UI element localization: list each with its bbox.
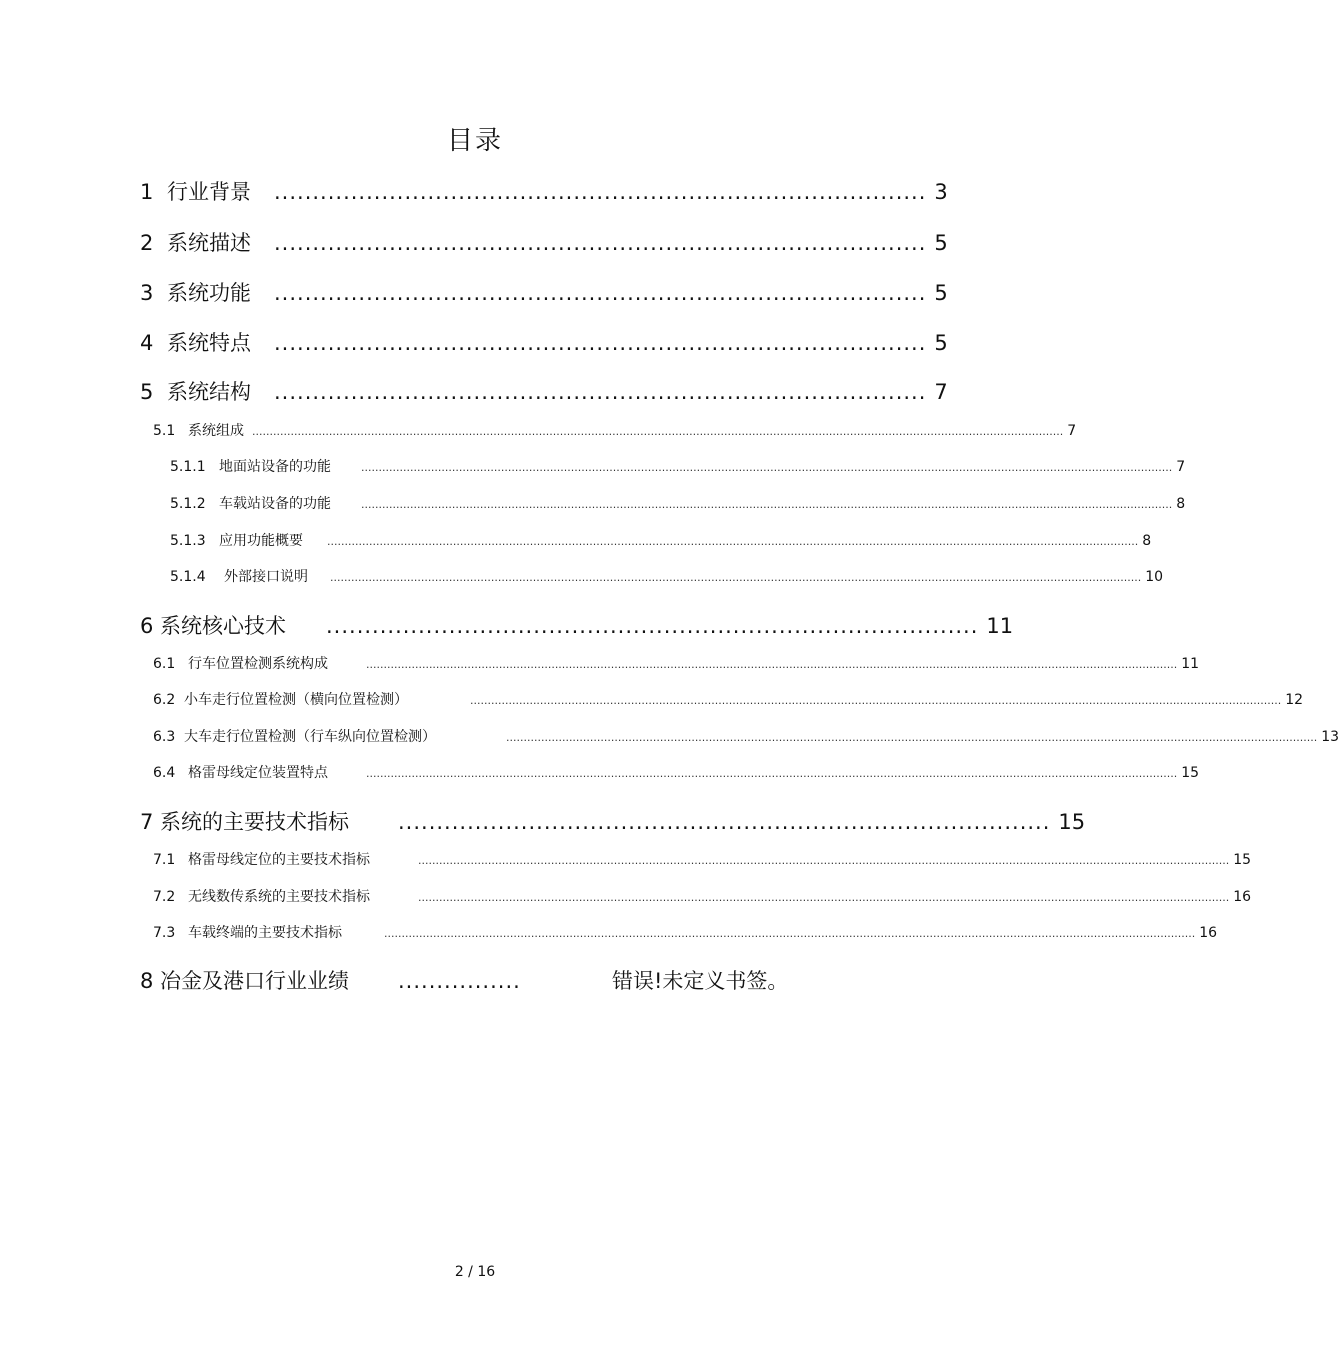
toc-entry[interactable]	[140, 277, 948, 305]
toc-leader-dots: ........................................................................................................................................................................................................................................	[361, 461, 1173, 474]
toc-entry-number: 4	[140, 331, 154, 355]
toc-entry-label: 外部接口说明	[224, 569, 308, 585]
toc-leader-dots: .....................................................................................	[274, 231, 927, 255]
toc-entry[interactable]	[153, 689, 1304, 709]
toc-entry-number: 5.1.2	[170, 496, 206, 512]
toc-entry[interactable]	[140, 806, 1086, 834]
toc-leader-dots: ........................................................................................................................................................................................................................................	[418, 891, 1230, 904]
toc-entry-page: 7	[1067, 423, 1077, 439]
toc-entry-number: 8	[140, 969, 154, 993]
toc-entry-label: 地面站设备的功能	[219, 459, 331, 475]
toc-entry-label: 冶金及港口行业业绩	[160, 969, 349, 993]
toc-entry-label: 系统特点	[167, 331, 251, 355]
toc-entry[interactable]	[153, 922, 1218, 942]
toc-leader-dots: ........................................................................................................................................................................................................................................	[252, 425, 1064, 438]
toc-entry-page: 16	[1233, 889, 1252, 905]
toc-entry-label: 小车走行位置检测（横向位置检测）	[184, 692, 408, 708]
toc-entry-label: 系统结构	[167, 380, 251, 404]
toc-leader-dots: ........................................................................................................................................................................................................................................	[506, 731, 1318, 744]
toc-entry-number: 6.1	[153, 656, 176, 672]
toc-entry[interactable]	[153, 762, 1200, 782]
toc-leader-dots: ........................................................................................................................................................................................................................................	[366, 658, 1178, 671]
toc-entry-label: 格雷母线定位装置特点	[188, 765, 328, 781]
toc-entry-page: 7	[1176, 459, 1186, 475]
toc-entry-page: 13	[1321, 729, 1339, 745]
page-number: 2 / 16	[454, 1264, 496, 1280]
toc-leader-dots: ........................................................................................................................................................................................................................................	[418, 854, 1230, 867]
toc-entry-label: 大车走行位置检测（行车纵向位置检测）	[184, 729, 436, 745]
toc-entry-page-error: 错误!未定义书签。	[612, 969, 789, 993]
toc-entry[interactable]	[140, 610, 1014, 638]
toc-entry-page: 15	[1233, 852, 1252, 868]
toc-entry-label: 系统的主要技术指标	[160, 810, 349, 834]
toc-leader-dots: ........................................................................................................................................................................................................................................	[384, 927, 1196, 940]
toc-leader-dots: .....................................................................................	[274, 281, 927, 305]
toc-entry-number: 5.1.3	[170, 533, 206, 549]
toc-entry-page: 5	[934, 231, 948, 255]
toc-entry-number: 6	[140, 614, 154, 638]
toc-entry-page: 10	[1145, 569, 1164, 585]
toc-entry-label: 行车位置检测系统构成	[188, 656, 328, 672]
toc-entry[interactable]	[140, 176, 948, 204]
toc-entry-number: 6.2	[153, 692, 176, 708]
toc-leader-dots: ........................................................................................................................................................................................................................................	[330, 571, 1142, 584]
toc-entry-label: 应用功能概要	[219, 533, 303, 549]
toc-entry-number: 2	[140, 231, 154, 255]
toc-leader-dots: .....................................................................................	[326, 614, 979, 638]
toc-entry-page: 15	[1058, 810, 1086, 834]
toc-entry-number: 6.4	[153, 765, 176, 781]
toc-entry-label: 车载站设备的功能	[219, 496, 331, 512]
toc-entry[interactable]	[170, 566, 1164, 586]
toc-entry-number: 5	[140, 380, 154, 404]
toc-leader-dots: ........................................................................................................................................................................................................................................	[366, 767, 1178, 780]
toc-entry-number: 5.1.4	[170, 569, 206, 585]
toc-entry[interactable]	[153, 849, 1252, 869]
toc-entry[interactable]	[170, 456, 1186, 476]
toc-leader-dots: ........................................................................................................................................................................................................................................	[327, 535, 1139, 548]
toc-entry[interactable]	[153, 886, 1252, 906]
toc-leader-dots: ........................................................................................................................................................................................................................................	[470, 694, 1282, 707]
toc-entry[interactable]	[170, 530, 1152, 550]
toc-entry[interactable]	[140, 327, 948, 355]
toc-leader-dots: ........................................................................................................................................................................................................................................	[361, 498, 1173, 511]
toc-entry-label: 车载终端的主要技术指标	[188, 925, 342, 941]
toc-entry-page: 11	[986, 614, 1014, 638]
toc-entry-label: 系统核心技术	[160, 614, 286, 638]
toc-entry-label: 系统组成	[188, 423, 244, 439]
toc-entry-number: 1	[140, 180, 154, 204]
toc-entry-page: 12	[1285, 692, 1304, 708]
toc-entry-label: 系统功能	[167, 281, 251, 305]
toc-leader-dots: .....................................................................................	[274, 380, 927, 404]
toc-entry-page: 8	[1142, 533, 1152, 549]
toc-leader-dots: .....................................................................................	[274, 180, 927, 204]
toc-entry[interactable]	[153, 420, 1077, 440]
toc-entry-number: 6.3	[153, 729, 176, 745]
toc-entry[interactable]	[153, 653, 1200, 673]
toc-entry-label: 行业背景	[167, 180, 251, 204]
toc-leader-dots: .....................................................................................	[274, 331, 927, 355]
toc-entry-page: 5	[934, 331, 948, 355]
toc-entry-label: 系统描述	[167, 231, 251, 255]
toc-entry-label: 无线数传系统的主要技术指标	[188, 889, 370, 905]
toc-leader-dots: ................	[398, 969, 521, 993]
toc-entry-page: 16	[1199, 925, 1218, 941]
toc-entry-page: 15	[1181, 765, 1200, 781]
toc-entry-number: 7	[140, 810, 154, 834]
toc-entry-number: 3	[140, 281, 154, 305]
toc-entry-number: 5.1.1	[170, 459, 206, 475]
toc-entry[interactable]	[140, 965, 820, 993]
toc-entry[interactable]	[170, 493, 1186, 513]
toc-entry[interactable]	[140, 227, 948, 255]
toc-entry-page: 8	[1176, 496, 1186, 512]
toc-entry-number: 5.1	[153, 423, 176, 439]
toc-entry-number: 7.3	[153, 925, 176, 941]
toc-entry-label: 格雷母线定位的主要技术指标	[188, 852, 370, 868]
toc-entry-number: 7.2	[153, 889, 176, 905]
toc-title: 目录	[446, 126, 503, 156]
toc-entry-page: 7	[934, 380, 948, 404]
toc-entry-number: 7.1	[153, 852, 176, 868]
toc-entry-page: 11	[1181, 656, 1200, 672]
toc-entry-page: 3	[934, 180, 948, 204]
toc-entry-page: 5	[934, 281, 948, 305]
toc-leader-dots: .....................................................................................	[398, 810, 1051, 834]
toc-entry[interactable]	[140, 376, 948, 404]
toc-entry[interactable]	[153, 726, 1339, 746]
